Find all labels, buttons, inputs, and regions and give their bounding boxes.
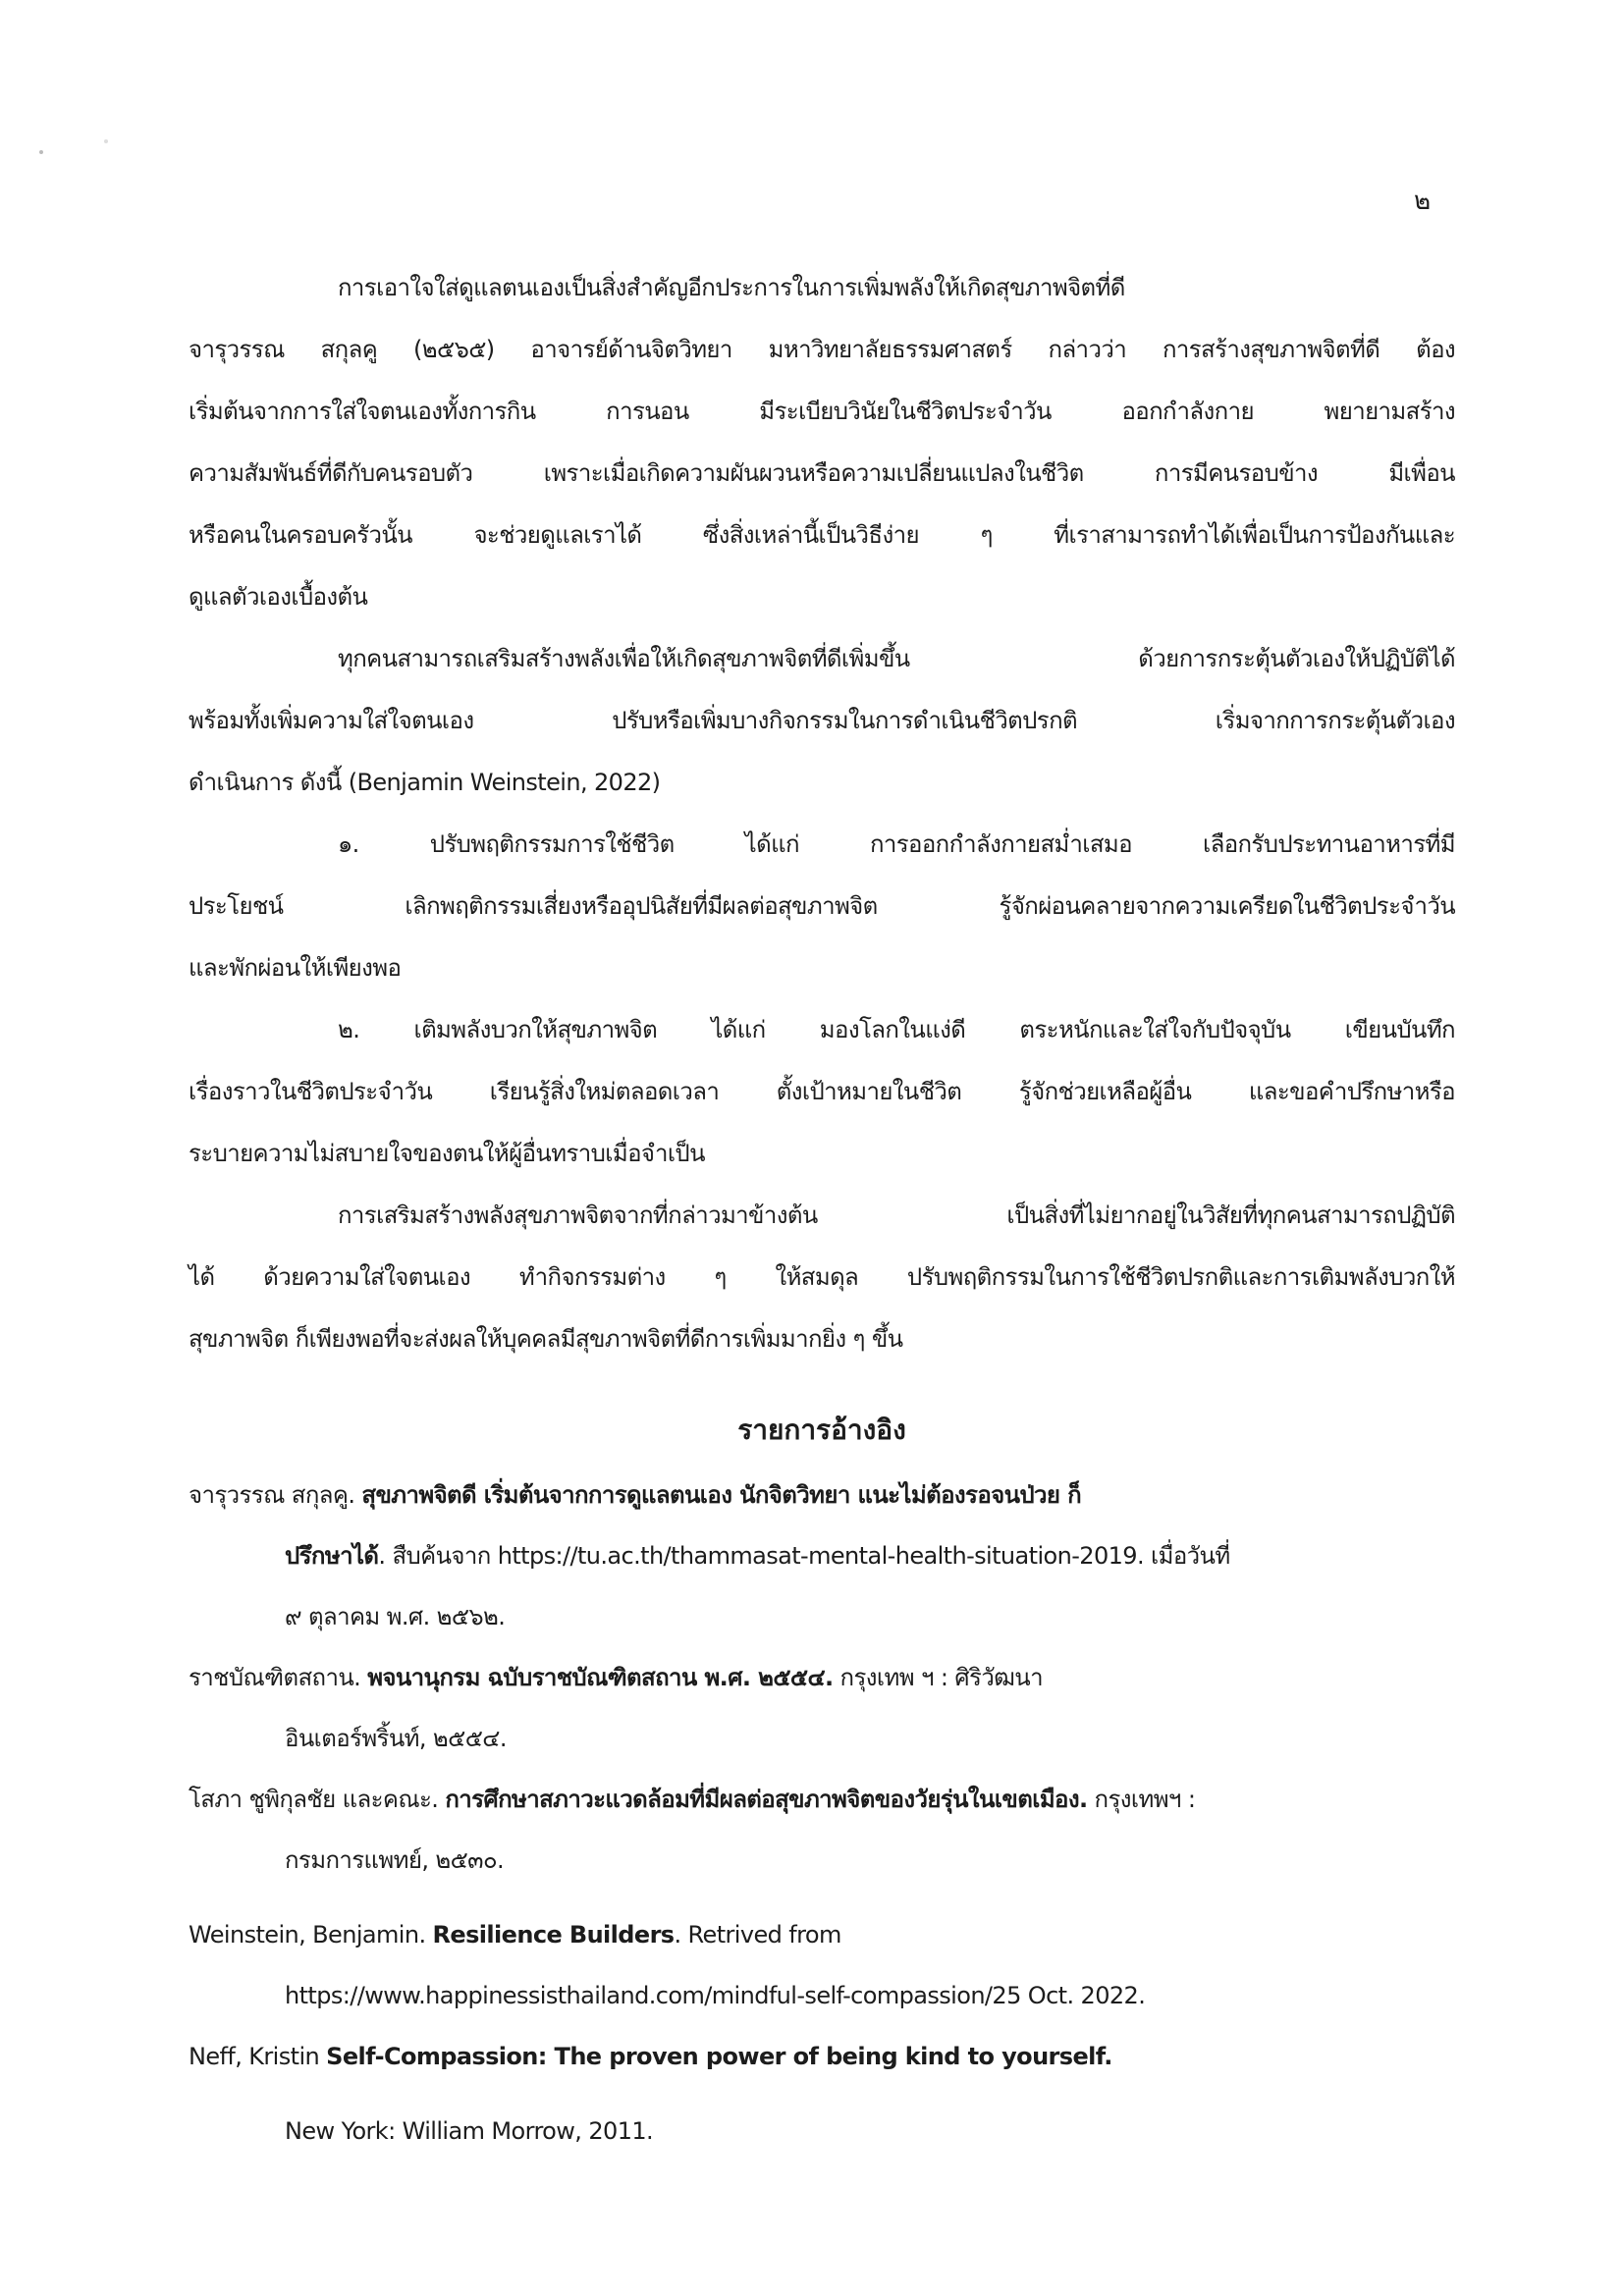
- reference-author: ราชบัณฑิตสถาน.: [189, 1664, 368, 1691]
- text-line: จารุวรรณ สกุลคู (๒๕๖๕) อาจารย์ด้านจิตวิทยา มหาวิทยาลัยธรรมศาสตร์ กล่าวว่า การสร้างสุขภาพจิตที่ดี ต้อง: [189, 336, 1455, 363]
- paragraph-conclusion: [189, 1185, 1455, 1370]
- reference-author: Weinstein, Benjamin.: [189, 1921, 433, 1949]
- reference-item: [189, 1769, 1455, 1891]
- reference-author: จารุวรรณ สกุลคู.: [189, 1481, 362, 1509]
- paragraph-strengthen: [189, 628, 1455, 814]
- text-line: เรื่องราวในชีวิตประจำวัน เรียนรู้สิ่งใหม่ตลอดเวลา ตั้งเป้าหมายในชีวิต รู้จักช่วยเหลือผู้อื่น และขอคำปรึกษาหรือ: [189, 1078, 1455, 1105]
- reference-source: . Retrived from: [674, 1921, 841, 1949]
- paragraph-item-2: [189, 999, 1455, 1185]
- text-line: และพักผ่อนให้เพียงพอ: [189, 954, 402, 982]
- text-line: ๑. ปรับพฤติกรรมการใช้ชีวิต ได้แก่ การออกกำลังกายสม่ำเสมอ เลือกรับประทานอาหารที่มี: [338, 830, 1455, 858]
- reference-title: Self-Compassion: The proven power of being kind to yourself.: [326, 2043, 1112, 2070]
- reference-publisher: กรุงเทพฯ :: [1087, 1786, 1196, 1813]
- reference-item: [189, 1465, 1455, 1647]
- text-line: ได้ ด้วยความใส่ใจตนเอง ทำกิจกรรมต่าง ๆ ให้สมดุล ปรับพฤติกรรมในการใช้ชีวิตปรกติและการเติมพลังบวกให้: [189, 1263, 1455, 1291]
- reference-title: พจนานุกรม ฉบับราชบัณฑิตสถาน พ.ศ. ๒๕๕๔.: [367, 1664, 834, 1691]
- references-list: [189, 1465, 1455, 2162]
- text-line: ความสัมพันธ์ที่ดีกับคนรอบตัว เพราะเมื่อเกิดความผันผวนหรือความเปลี่ยนแปลงในชีวิต การมีคนรอบข้าง มีเพื่อน: [189, 459, 1455, 487]
- reference-source: . สืบค้นจาก https://tu.ac.th/thammasat-mental-health-situation-2019. เมื่อวันที่: [378, 1542, 1230, 1570]
- text-line: การเสริมสร้างพลังสุขภาพจิตจากที่กล่าวมาข้างต้น เป็นสิ่งที่ไม่ยากอยู่ในวิสัยที่ทุกคนสามารถปฏิบัติ: [338, 1201, 1455, 1229]
- reference-publisher-cont: กรมการแพทย์, ๒๕๓๐.: [285, 1846, 505, 1874]
- reference-title: Resilience Builders: [432, 1921, 675, 1949]
- text-line: ประโยชน์ เลิกพฤติกรรมเสี่ยงหรืออุปนิสัยที่มีผลต่อสุขภาพจิต รู้จักผ่อนคลายจากความเครียดในชีวิตประจำวัน: [189, 892, 1455, 920]
- reference-publisher: กรุงเทพ ฯ : ศิริวัฒนา: [833, 1664, 1043, 1691]
- reference-publisher-cont: อินเตอร์พริ้นท์, ๒๕๕๔.: [285, 1725, 507, 1752]
- reference-date: ๙ ตุลาคม พ.ศ. ๒๕๖๒.: [285, 1603, 506, 1630]
- text-line: ๒. เติมพลังบวกให้สุขภาพจิต ได้แก่ มองโลกในแง่ดี ตระหนักและใส่ใจกับปัจจุบัน เขียนบันทึก: [338, 1016, 1455, 1043]
- reference-title: การศึกษาสภาวะแวดล้อมที่มีผลต่อสุขภาพจิตของวัยรุ่นในเขตเมือง.: [445, 1786, 1088, 1813]
- reference-author: Neff, Kristin: [189, 2043, 327, 2070]
- text-line: ดูแลตัวเองเบื้องต้น: [189, 583, 368, 611]
- reference-item: [189, 1904, 1455, 2026]
- reference-url: https://www.happinessisthailand.com/mindful-self-compassion/25 Oct. 2022.: [285, 1982, 1146, 2009]
- text-line: เริ่มต้นจากการใส่ใจตนเองทั้งการกิน การนอน มีระเบียบวินัยในชีวิตประจำวัน ออกกำลังกาย พยายามสร้าง: [189, 398, 1455, 425]
- scan-speck: [39, 150, 43, 154]
- reference-author: โสภา ชูพิกุลชัย และคณะ.: [189, 1786, 446, 1813]
- paragraph-item-1: [189, 814, 1455, 999]
- text-line: ดำเนินการ ดังนี้ (Benjamin Weinstein, 2022): [189, 769, 661, 796]
- scan-speck: [104, 139, 108, 143]
- text-line: สุขภาพจิต ก็เพียงพอที่จะส่งผลให้บุคคลมีสุขภาพจิตที่ดีการเพิ่มมากยิ่ง ๆ ขึ้น: [189, 1325, 903, 1353]
- reference-item: [189, 2026, 1455, 2162]
- references-heading: รายการอ้างอิง: [737, 1414, 906, 1446]
- text-line: หรือคนในครอบครัวนั้น จะช่วยดูแลเราได้ ซึ่งสิ่งเหล่านี้เป็นวิธีง่าย ๆ ที่เราสามารถทำได้เพื่อเป็นการป้องกันและ: [189, 521, 1455, 549]
- text-line: พร้อมทั้งเพิ่มความใส่ใจตนเอง ปรับหรือเพิ่มบางกิจกรรมในการดำเนินชีวิตปรกติ เริ่มจากการกระตุ้นตัวเอง: [189, 707, 1455, 734]
- reference-title: ปรึกษาได้: [285, 1542, 379, 1570]
- reference-publisher-cont: New York: William Morrow, 2011.: [285, 2117, 654, 2145]
- page-number: ๒: [1414, 187, 1432, 216]
- text-line: ระบายความไม่สบายใจของตนให้ผู้อื่นทราบเมื่อจำเป็น: [189, 1140, 705, 1167]
- text-line: การเอาใจใส่ดูแลตนเองเป็นสิ่งสำคัญอีกประการในการเพิ่มพลังให้เกิดสุขภาพจิตที่ดี: [338, 274, 1125, 301]
- reference-title: สุขภาพจิตดี เริ่มต้นจากการดูแลตนเอง นักจิตวิทยา แนะไม่ต้องรอจนป่วย ก็: [361, 1481, 1082, 1509]
- document-body: [189, 257, 1455, 2162]
- text-line: ทุกคนสามารถเสริมสร้างพลังเพื่อให้เกิดสุขภาพจิตที่ดีเพิ่มขึ้น ด้วยการกระตุ้นตัวเองให้ปฏิบัติได้: [338, 645, 1455, 672]
- paragraph-self-care: [189, 257, 1455, 628]
- reference-item: [189, 1647, 1455, 1769]
